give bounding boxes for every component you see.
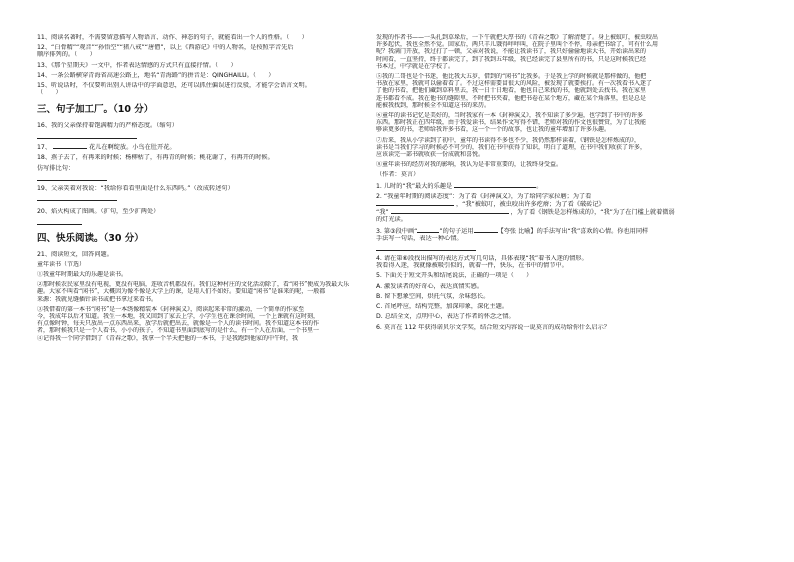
passage-para-2-line3: 来源：我就见缝插针读书或把书拿过来看书。 <box>37 295 158 303</box>
passage-para-7-line2: 读书是当我们学习的时候必不可少的，我们在书中获得了知识，明白了道理，在书中我们收获了许多， <box>376 143 647 151</box>
answer-2-line2 <box>376 200 766 208</box>
passage-para-4: ④记得我一个同学借到了《青春之歌》，我拿一个半天把他的一本书，于是我跑到他家的中午时，我 <box>37 334 299 342</box>
answer-1 <box>376 182 766 190</box>
question-17-number: 17、 <box>37 143 52 151</box>
answer-blank-1[interactable] <box>454 182 536 188</box>
answer-line-16[interactable] <box>37 132 137 139</box>
answer-3-text-1: 3. 第③段中画“ <box>376 227 418 235</box>
answer-2-text-1: 2. “我童年时期的阅读态度”：为了看《封神演义》，为了给同学家拉磨；为了看 <box>376 192 592 200</box>
answer-blank-17[interactable] <box>53 143 87 149</box>
question-13: 13、《那个星期天》一文中，作者表达情感的方式只有直接抒情。（ ） <box>37 61 237 69</box>
question-21: 21、阅读短文，回答问题。 <box>37 250 113 258</box>
question-17 <box>37 143 392 151</box>
question-16: 16、我的父亲保持着饱满精力的严格态度。（缩句） <box>37 122 178 130</box>
answer-6: 6. 莫言在 112 年获得诺贝尔文学奖，结合短文内容说一说莫言的成功给你什么启示？ <box>376 323 610 331</box>
option-c[interactable]: C. 首尾呼应，结构完整，加深印象，深化主题。 <box>376 303 509 311</box>
passage-cont-line4: 时间看，一直坚持，终于都读完了，到了我到五年级，我已经读完了县里所有的书，只是这时候我已经 <box>376 55 647 63</box>
answer-4-line1: 4. 请在第⑥段找出描写的表达方式写几句话，具体表现“我”着书入迷的情形。 <box>376 255 588 263</box>
answer-4-line2: 我看得入迷，我就像被吸引似的，就着一件，快乐，在书中的情节中。 <box>376 262 568 270</box>
question-19: 19、父亲笑着对我说：“我给你看看里面是什么东西吗。”（改成转述句） <box>37 185 234 193</box>
answer-3-line1 <box>376 227 766 235</box>
passage-para-1: ①我童年时期最大的乐趣是读书。 <box>37 271 128 279</box>
answer-1-text: 1. 儿时的“我”最大的乐趣是 <box>376 182 453 190</box>
answer-line-20[interactable] <box>37 218 82 225</box>
period: 。 <box>536 182 543 190</box>
section-4-heading: 四、快乐阅读。（30 分） <box>37 232 144 244</box>
answer-blank-3a[interactable] <box>417 227 439 233</box>
passage-para-6-line1: ⑥童年的读书记忆是美好的，当时我家有一本《封神演义》，我不知读了多少遍，也学到了书中的许多 <box>376 112 644 120</box>
passage-para-7-line1: ⑦后来，我从小学读到了初中，童年的书读得不多也不少，我仍然那样读着，《钢铁是怎样炼成的》， <box>376 136 641 144</box>
passage-para-6-line2: 东西。那时我正在四年级，由于我爱读书，结果作文写得不错，老师对我的作文也很赞赏，为了让我能 <box>376 119 647 127</box>
right-column <box>376 34 766 331</box>
option-d[interactable]: D. 总结全文，点明中心，表达了作者的怀念之情。 <box>376 313 515 321</box>
passage-cont-line3: 呢？我满门开放，我过打了一顿，父亲对我说，不能让我读书了，我只好偷偷地读大书，开始读出来的 <box>376 48 647 56</box>
question-18: 18、燕子去了，有再来的时候；杨柳枯了，有再青的时候；桃花谢了，有再开的时候。 <box>37 153 274 161</box>
passage-cont-line5: 书本过，中学就是在学校了。 <box>376 62 455 70</box>
left-column <box>37 34 392 342</box>
passage-para-2-line2: 趣。大家不叫看“闲书”，大概因为像不像是大学上的课，是用人们不如好。要知道“闲书”是谁来的呢，一般都 <box>37 288 326 296</box>
passage-cont-line1: 发现的作者书——一头扎到草垛后，一下午就把大厚书的《青春之歌》了解清楚了。身上被蚊叮，被虫咬出 <box>376 34 659 41</box>
answer-line-18[interactable] <box>37 174 107 181</box>
answer-blank-2b[interactable] <box>391 208 509 214</box>
answer-blank-3b[interactable] <box>474 227 498 233</box>
section-3-heading: 三、句子加工厂。（10 分） <box>37 104 154 116</box>
answer-2-line3 <box>376 208 766 216</box>
answer-2-line1 <box>376 193 766 200</box>
passage-para-7-line3: 应该读完一部书就收获一份成就和喜悦。 <box>376 151 485 159</box>
passage-para-3-line2: 今，我成年以后才知道。我生一本地，我又回到了家去上学，小学生也在课余时间，一个上课就有这时刻， <box>37 313 320 321</box>
answer-2-text-3: “我” <box>376 209 389 217</box>
question-18-prompt-label: 仿写排比句： <box>37 165 75 173</box>
question-20: 20、焰火构成了图画。（扩句，至少扩两处） <box>37 208 160 216</box>
passage-para-5-line1: ⑤我的二哥也是个书迷，他比我大五岁，借到的“闲书”比我多。于是我上学的时候就是那样做的，他把 <box>376 73 647 81</box>
question-17-text: 花儿在啊绽放。小鸟在肚开花。 <box>89 143 176 151</box>
answer-2-line4: 的灯光读。 <box>376 216 407 224</box>
answer-3-line2: 手法写一句话，表达一种心情。 <box>376 234 463 242</box>
answer-3-text-2: ”的句子运用 <box>439 227 474 235</box>
answer-2-text-4: ，为了看《钢铁是怎样炼成的》，“我”为了在门槛上就着微弱 <box>510 209 675 217</box>
passage-para-6-line3: 够读更多的书，老师给我许多书看，这一个一个的故事，也让我的童年增加了许多乐趣。 <box>376 126 611 134</box>
passage-para-8: ⑧童年读书的经历对我的影响，我认为是非常重要的，让我终身受益。 <box>376 161 563 169</box>
passage-para-3-line1: ③我借着的第一本书“闲书”是一本绣像精装本《封神演义》，阅读起来非常的激动，一个简单的作家至 <box>37 305 305 313</box>
passage-para-5-line5: 能被我找到，那时候全不知道这书的来历。 <box>376 101 491 109</box>
question-11: 11、阅读名著时，不需要留意描写人物语言、动作、神态的句子，就能看出一个人的性格。（ ） <box>37 34 308 41</box>
answer-2-text-2: ，“我”被蚊叮，被虫咬出许多疙瘩；为了看《破砖记》 <box>455 201 605 209</box>
option-b[interactable]: B. 留下想象空间，烘托气氛，余味悠长。 <box>376 292 490 300</box>
passage-title: 童年读书（节选） <box>37 260 86 268</box>
question-12-line2: 顺序排列的。（ ） <box>37 51 96 59</box>
passage-cont-line2: 许多起伏，我也全然不觉。回家后，两只羊儿饿得咩咩叫，在院子里叫个不停，母亲把书给了，可有什么用 <box>376 41 659 49</box>
passage-para-5-line3: 了他的书看，把他们藏到草料里去，我一日十日地看，他也自己来找的书，他就到处去找书。我在家里 <box>376 87 647 95</box>
passage-para-3-line4: 者，那时候我只是一个人看书，小小的孩子，不知道书里面到底写的是什么，有一个人在后面，一个书里一 <box>37 327 320 335</box>
passage-para-5-line2: 书放在家里，我就可以偷着看了。不过这样需要冒很大的风险，被发现了就要挨打。有一次我看书入迷了 <box>376 80 653 88</box>
question-12-line1: 12、“白骨精”“观音”“孙悟空”“猪八戒”“唐僧”，以上《西游记》中的人物名，是按照字音先后 <box>37 44 294 52</box>
passage-para-2-line1: ②那时候农民家里没有电视，更没有电脑，连收音机都没有。我们这种村庄的文化活动除了，看“闲书”便成为我最大乐 <box>37 281 350 289</box>
answer-blank-2a[interactable] <box>376 200 454 206</box>
question-15-line1: 15、听说话时，不仅要听出别人讲话中的字面意思，还可以抓住偏误进行反驳，才能学会语言文明。 <box>37 82 311 90</box>
answer-3-text-3: 【夸张 比喻】的手法写出“我”喜欢的心情。你也用同样 <box>497 227 649 235</box>
question-15-line2: （ ） <box>37 89 62 97</box>
answer-line-19[interactable] <box>37 194 117 201</box>
answer-5: 5. 下面关于短文开头和结尾说法，正确的一项是（ ） <box>376 272 533 280</box>
question-14: 14、一条公路横穿青海省高速公路上，地名“青海路”的拼音是：QINGHAILU。（ ） <box>37 71 275 79</box>
option-a[interactable]: A. 激发读者的好奇心，表达真情实感。 <box>376 282 484 290</box>
passage-author: （作者：莫言） <box>376 171 420 179</box>
passage-para-3-line3: 有点像时钟，每天只放出一点东西出来，放学后就把出去，就像是一个人的读书时间。我不知道这本书的作 <box>37 320 320 328</box>
question-18-prompt <box>37 164 392 172</box>
answer-line-3[interactable] <box>376 244 476 251</box>
passage-para-5-line4: 连书都看不成。我在他书的缝隙里，不时把书夹着，他把书卷在某个地方，藏在某个角落里，但是总是 <box>376 94 647 102</box>
